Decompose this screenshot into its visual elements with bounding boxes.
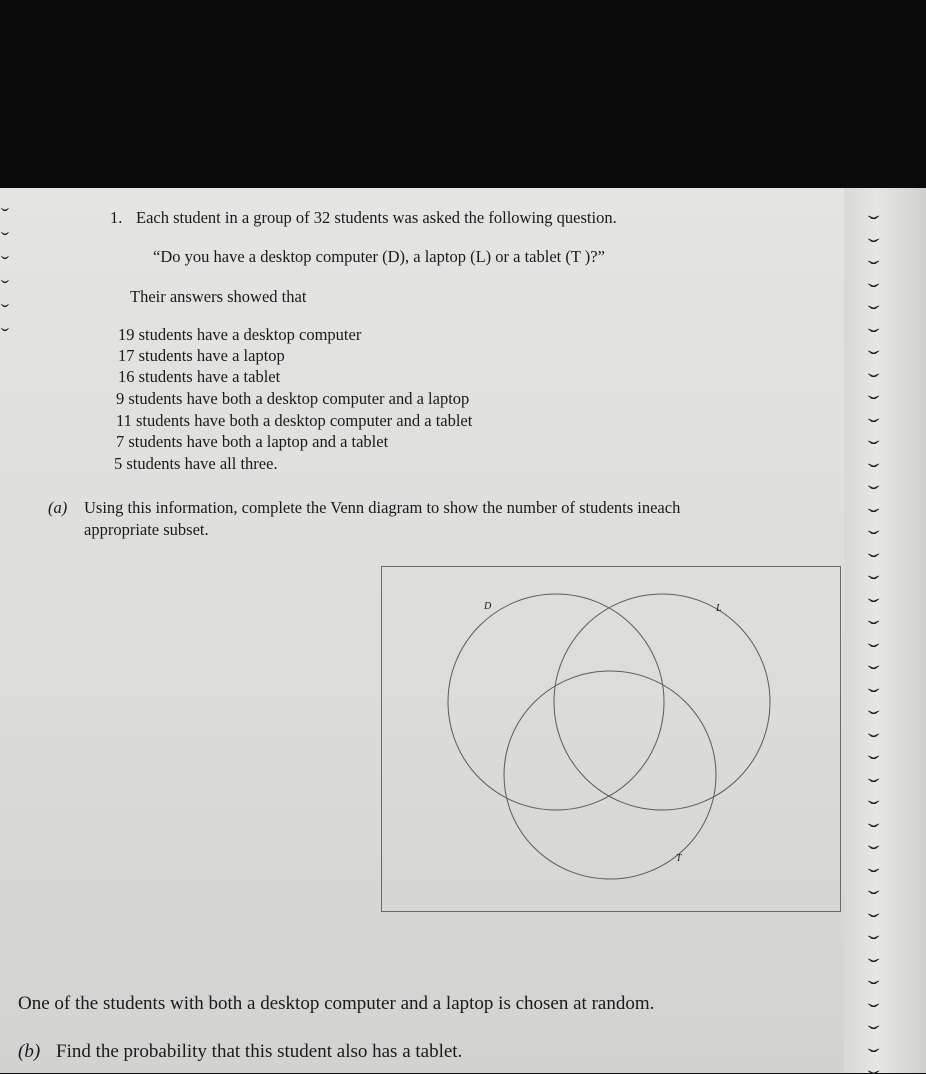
part-b-text: Find the probability that this student also has a tablet. [56,1041,463,1062]
binding-loop-left: ˬ [0,263,10,283]
binding-loop: ˬ [867,239,880,264]
binding-loop: ˬ [867,531,880,557]
question-intro: Each student in a group of 32 students was asked the following question. [136,208,617,227]
venn-label-t: T [676,853,682,864]
fact-laptop-tablet: 7 students have both a laptop and a tablet [116,432,389,451]
venn-diagram [381,566,841,912]
binding-loop: ˬ [867,1004,880,1029]
binding-loop: ˬ [867,351,880,377]
binding-loop: ˬ [867,419,880,444]
binding-loop-left: ˬ [0,287,10,307]
part-a-label: (a) [48,498,68,517]
binding-loop: ˬ [867,396,880,422]
fact-desktop-laptop: 9 students have both a desktop computer and a laptop [116,389,470,408]
binding-loop: ˬ [867,936,880,962]
binding-loop: ˬ [867,666,880,692]
circle-l [554,594,770,810]
fact-desktop: 19 students have a desktop computer [118,325,362,344]
fact-tablet: 16 students have a tablet [118,367,281,386]
part-a-text-line1: Using this information, complete the Venn diagram to show the number of students ineach [84,498,681,517]
binding-loop: ˬ [867,599,880,624]
answers-lead: Their answers showed that [130,287,307,306]
binding-loop: ˬ [867,644,880,669]
binding-loop: ˬ [867,711,880,737]
binding-loop-left: ˬ [0,215,10,235]
question-number: 1. [110,208,123,227]
binding-loop: ˬ [867,869,880,894]
fact-all-three: 5 students have all three. [114,454,278,473]
binding-loop: ˬ [867,576,880,602]
binding-loop: ˬ [867,779,880,804]
binding-loop: ˬ [867,846,880,872]
binding-loop: ˬ [867,824,880,849]
binding-loop: ˬ [867,554,880,579]
fact-desktop-tablet: 11 students have both a desktop computer and a tablet [116,411,473,430]
binding-loop: ˬ [867,981,880,1007]
binding-loop: ˬ [867,284,880,309]
circle-d [448,594,664,810]
binding-loop-left: ˬ [0,311,10,331]
binding-loop: ˬ [867,734,880,759]
binding-loop: ˬ [867,1026,880,1052]
binding-loop: ˬ [867,306,880,332]
venn-circles [382,567,840,911]
binding-loop: ˬ [867,891,880,917]
followup-text: One of the students with both a desktop computer and a laptop is chosen at random. [18,993,655,1014]
binding-loop: ˬ [867,756,880,782]
part-a-text-line2: appropriate subset. [84,520,209,539]
binding-loop-left: ˬ [0,191,10,211]
circle-t [504,671,716,879]
part-b-label: (b) [18,1041,41,1062]
binding-loop: ˬ [867,801,880,827]
binding-loop: ˬ [867,441,880,467]
venn-label-l: L [716,603,722,614]
binding-loop: ˬ [867,1049,880,1074]
binding-loop: ˬ [867,216,880,242]
binding-loop: ˬ [867,486,880,512]
fact-laptop: 17 students have a laptop [118,346,285,365]
venn-label-d: D [484,601,492,612]
binding-loop: ˬ [867,621,880,647]
binding-loop: ˬ [867,914,880,939]
binding-loop: ˬ [867,374,880,399]
dark-background [0,0,926,188]
binding-loop: ˬ [867,194,880,219]
binding-loop: ˬ [867,329,880,354]
binding-loop: ˬ [867,509,880,534]
binding-loop: ˬ [867,464,880,489]
binding-loop: ˬ [867,689,880,714]
question-quote: “Do you have a desktop computer (D), a laptop (L) or a tablet (T )?” [153,247,605,266]
binding-loop-left: ˬ [0,239,10,259]
spiral-binding-right [844,188,926,1073]
binding-loop: ˬ [867,959,880,984]
binding-loop: ˬ [867,261,880,287]
